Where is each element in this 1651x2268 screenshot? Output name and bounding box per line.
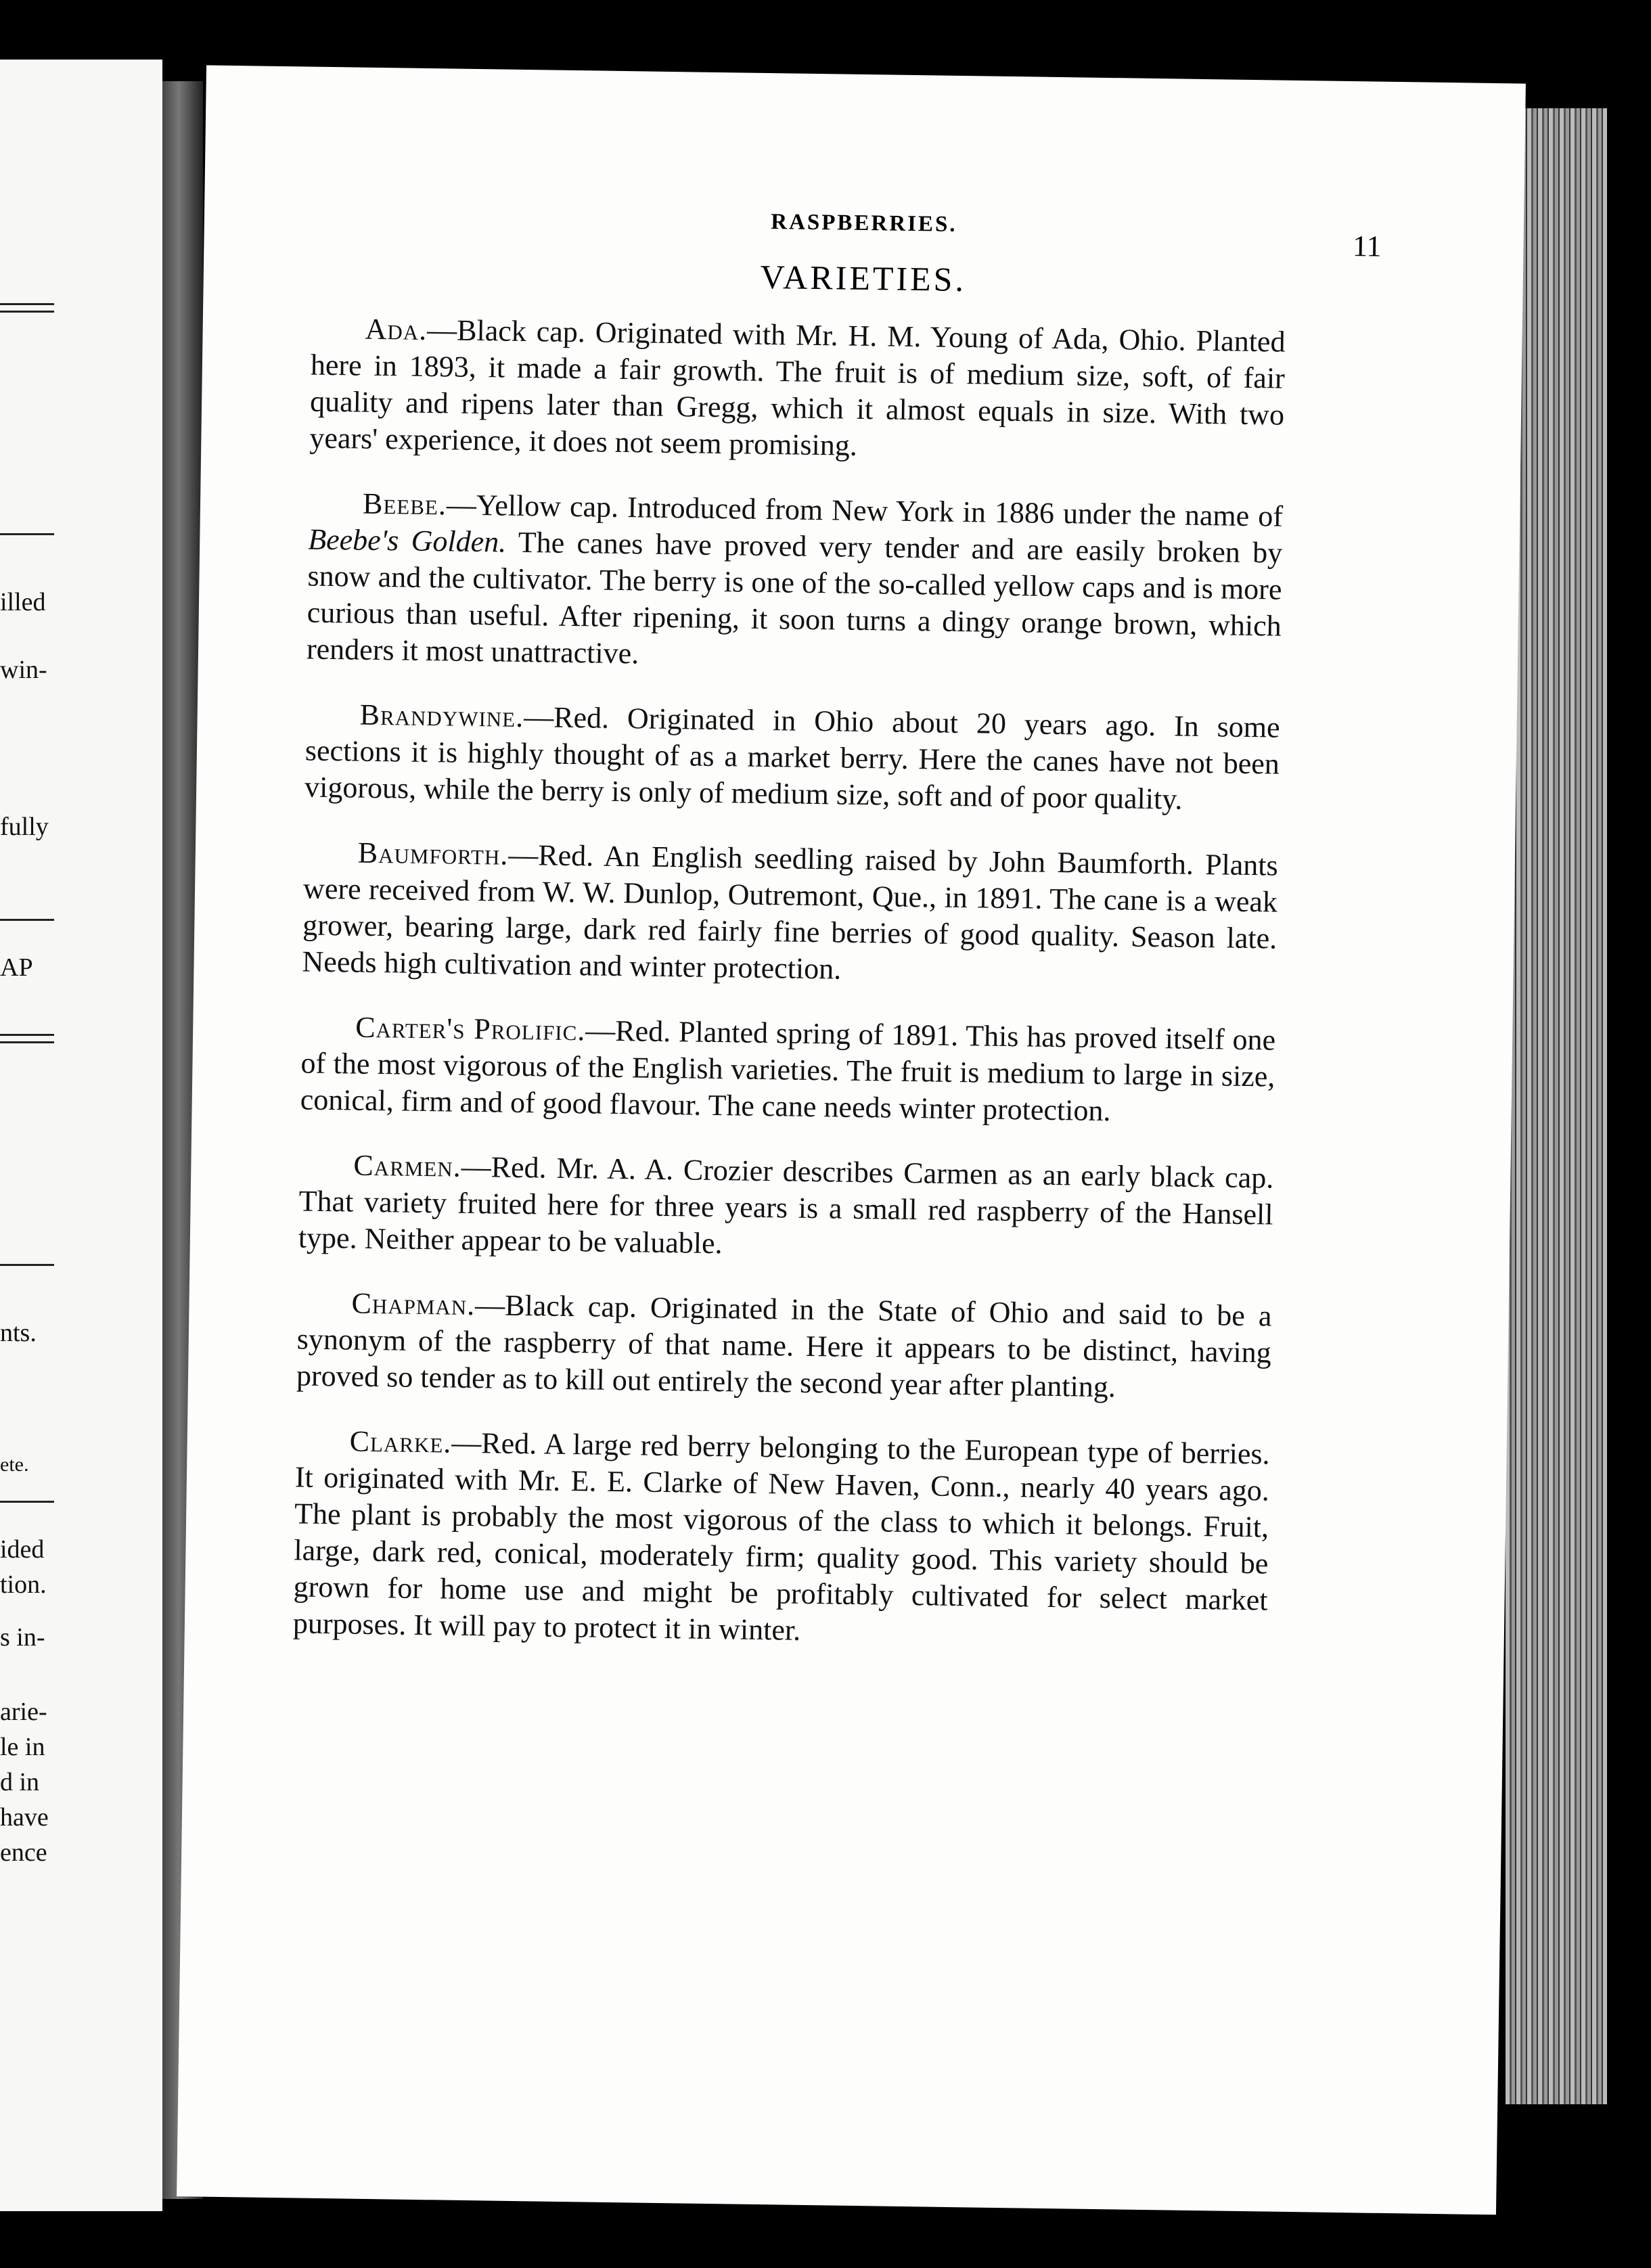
main-page xyxy=(177,65,1526,2215)
entry-text: The canes have proved very tender and are easily broken by snow and the cultivator. The berry is one of the so-called yellow caps and is more curious than useful. After ripening, it soon turns a dingy orange brown, which renders it most unattractive. xyxy=(306,525,1283,671)
variety-name: Chapman. xyxy=(351,1286,476,1322)
entry-brandywine xyxy=(304,696,1280,819)
left-rule xyxy=(0,1034,54,1043)
entry-text: —Yellow cap. Introduced from New York in 1886 under the name of xyxy=(446,488,1284,533)
entry-carmen xyxy=(298,1146,1274,1269)
variety-name: Beebe. xyxy=(362,486,447,522)
left-fragment: tion. xyxy=(0,1570,47,1599)
variety-name: Baumforth. xyxy=(357,836,509,871)
section-title: VARIETIES. xyxy=(760,257,967,299)
left-rule xyxy=(0,533,54,535)
left-rule xyxy=(0,303,54,313)
entry-baumforth xyxy=(302,834,1278,994)
body-text xyxy=(292,311,1286,1684)
entry-beebe xyxy=(307,485,1284,681)
entry-clarke xyxy=(293,1422,1270,1655)
left-fragment: fully xyxy=(0,813,49,841)
left-fragment: le in xyxy=(0,1733,45,1761)
left-fragment: AP xyxy=(0,953,33,982)
variety-name: Clarke. xyxy=(349,1424,452,1459)
left-fragment: have xyxy=(0,1803,49,1832)
entry-italic: Beebe's Golden. xyxy=(307,522,507,559)
entry-carters-prolific xyxy=(300,1008,1275,1131)
left-fragment: nts. xyxy=(0,1319,37,1347)
entry-text: —Black cap. Originated in the State of Ohio and said to be a synonym of the raspberry of that name. Here it appears to be distinct, having proved so tender as to kill out entirely the second year after planting. xyxy=(296,1288,1272,1404)
entry-text: —Red. Planted spring of 1891. This has proved itself one of the most vigorous of the English varieties. The fruit is medium to large in size, conical, firm and of good flavour. The cane needs winter protection. xyxy=(300,1014,1276,1128)
left-fragment: s in- xyxy=(0,1623,45,1652)
variety-name: Carmen. xyxy=(353,1148,462,1183)
variety-name: Brandywine. xyxy=(359,698,524,734)
entry-ada xyxy=(309,311,1286,470)
left-rule xyxy=(0,1501,54,1503)
entry-chapman xyxy=(296,1284,1272,1407)
left-fragment: illed xyxy=(0,588,46,616)
left-fragment: arie- xyxy=(0,1698,47,1726)
left-fragment: win- xyxy=(0,656,47,684)
left-rule xyxy=(0,919,54,921)
left-fragment: ided xyxy=(0,1535,45,1564)
entry-text: —Red. An English seedling raised by John Baumforth. Plants were received from W. W. Dunlop, Outremont, Que., in 1891. The cane is a weak grower, bearing large, dark red fairly fine berries of good quality. Season late. Needs high cultivation and winter protection. xyxy=(302,838,1279,986)
page-number: 11 xyxy=(1352,229,1382,263)
running-head: RASPBERRIES. xyxy=(771,210,957,237)
left-fragment: d in xyxy=(0,1768,40,1796)
left-fragment: ete. xyxy=(0,1453,29,1476)
entry-text: —Red. Originated in Ohio about 20 years ago. In some sections it is highly thought of as a market berry. Here the canes have not been vigorous, while the berry is only of medium size, soft and of poor quality. xyxy=(304,700,1280,816)
variety-name: Carter's Prolific. xyxy=(355,1010,586,1047)
entry-text: —Red. Mr. A. A. Crozier describes Carmen as an early black cap. That variety fruited here for three years is a small red raspberry of the Hansell type. Neither appear to be valuable. xyxy=(298,1150,1274,1261)
variety-name: Ada. xyxy=(365,312,428,346)
entry-text: —Red. A large red berry belonging to the European type of berries. It originated with Mr. E. E. Clarke of New Haven, Conn., nearly 40 years ago. The plant is probably the most vigorous of the class to which it belongs. Fruit, large, dark red, conical, moderately firm; quality good. This variety should be grown for home use and might be profitably cultivated for select market purposes. It will pay to protect it in winter. xyxy=(292,1426,1270,1647)
left-rule xyxy=(0,1264,54,1266)
left-fragment: ence xyxy=(0,1838,47,1867)
entry-text: —Black cap. Originated with Mr. H. M. Young of Ada, Ohio. Planted here in 1893, it made a fair growth. The fruit is of medium size, soft, of fair quality and ripens later than Gregg, which it almost equals in size. With two years' experience, it does not seem promising. xyxy=(309,313,1286,462)
facing-page xyxy=(0,60,162,2211)
